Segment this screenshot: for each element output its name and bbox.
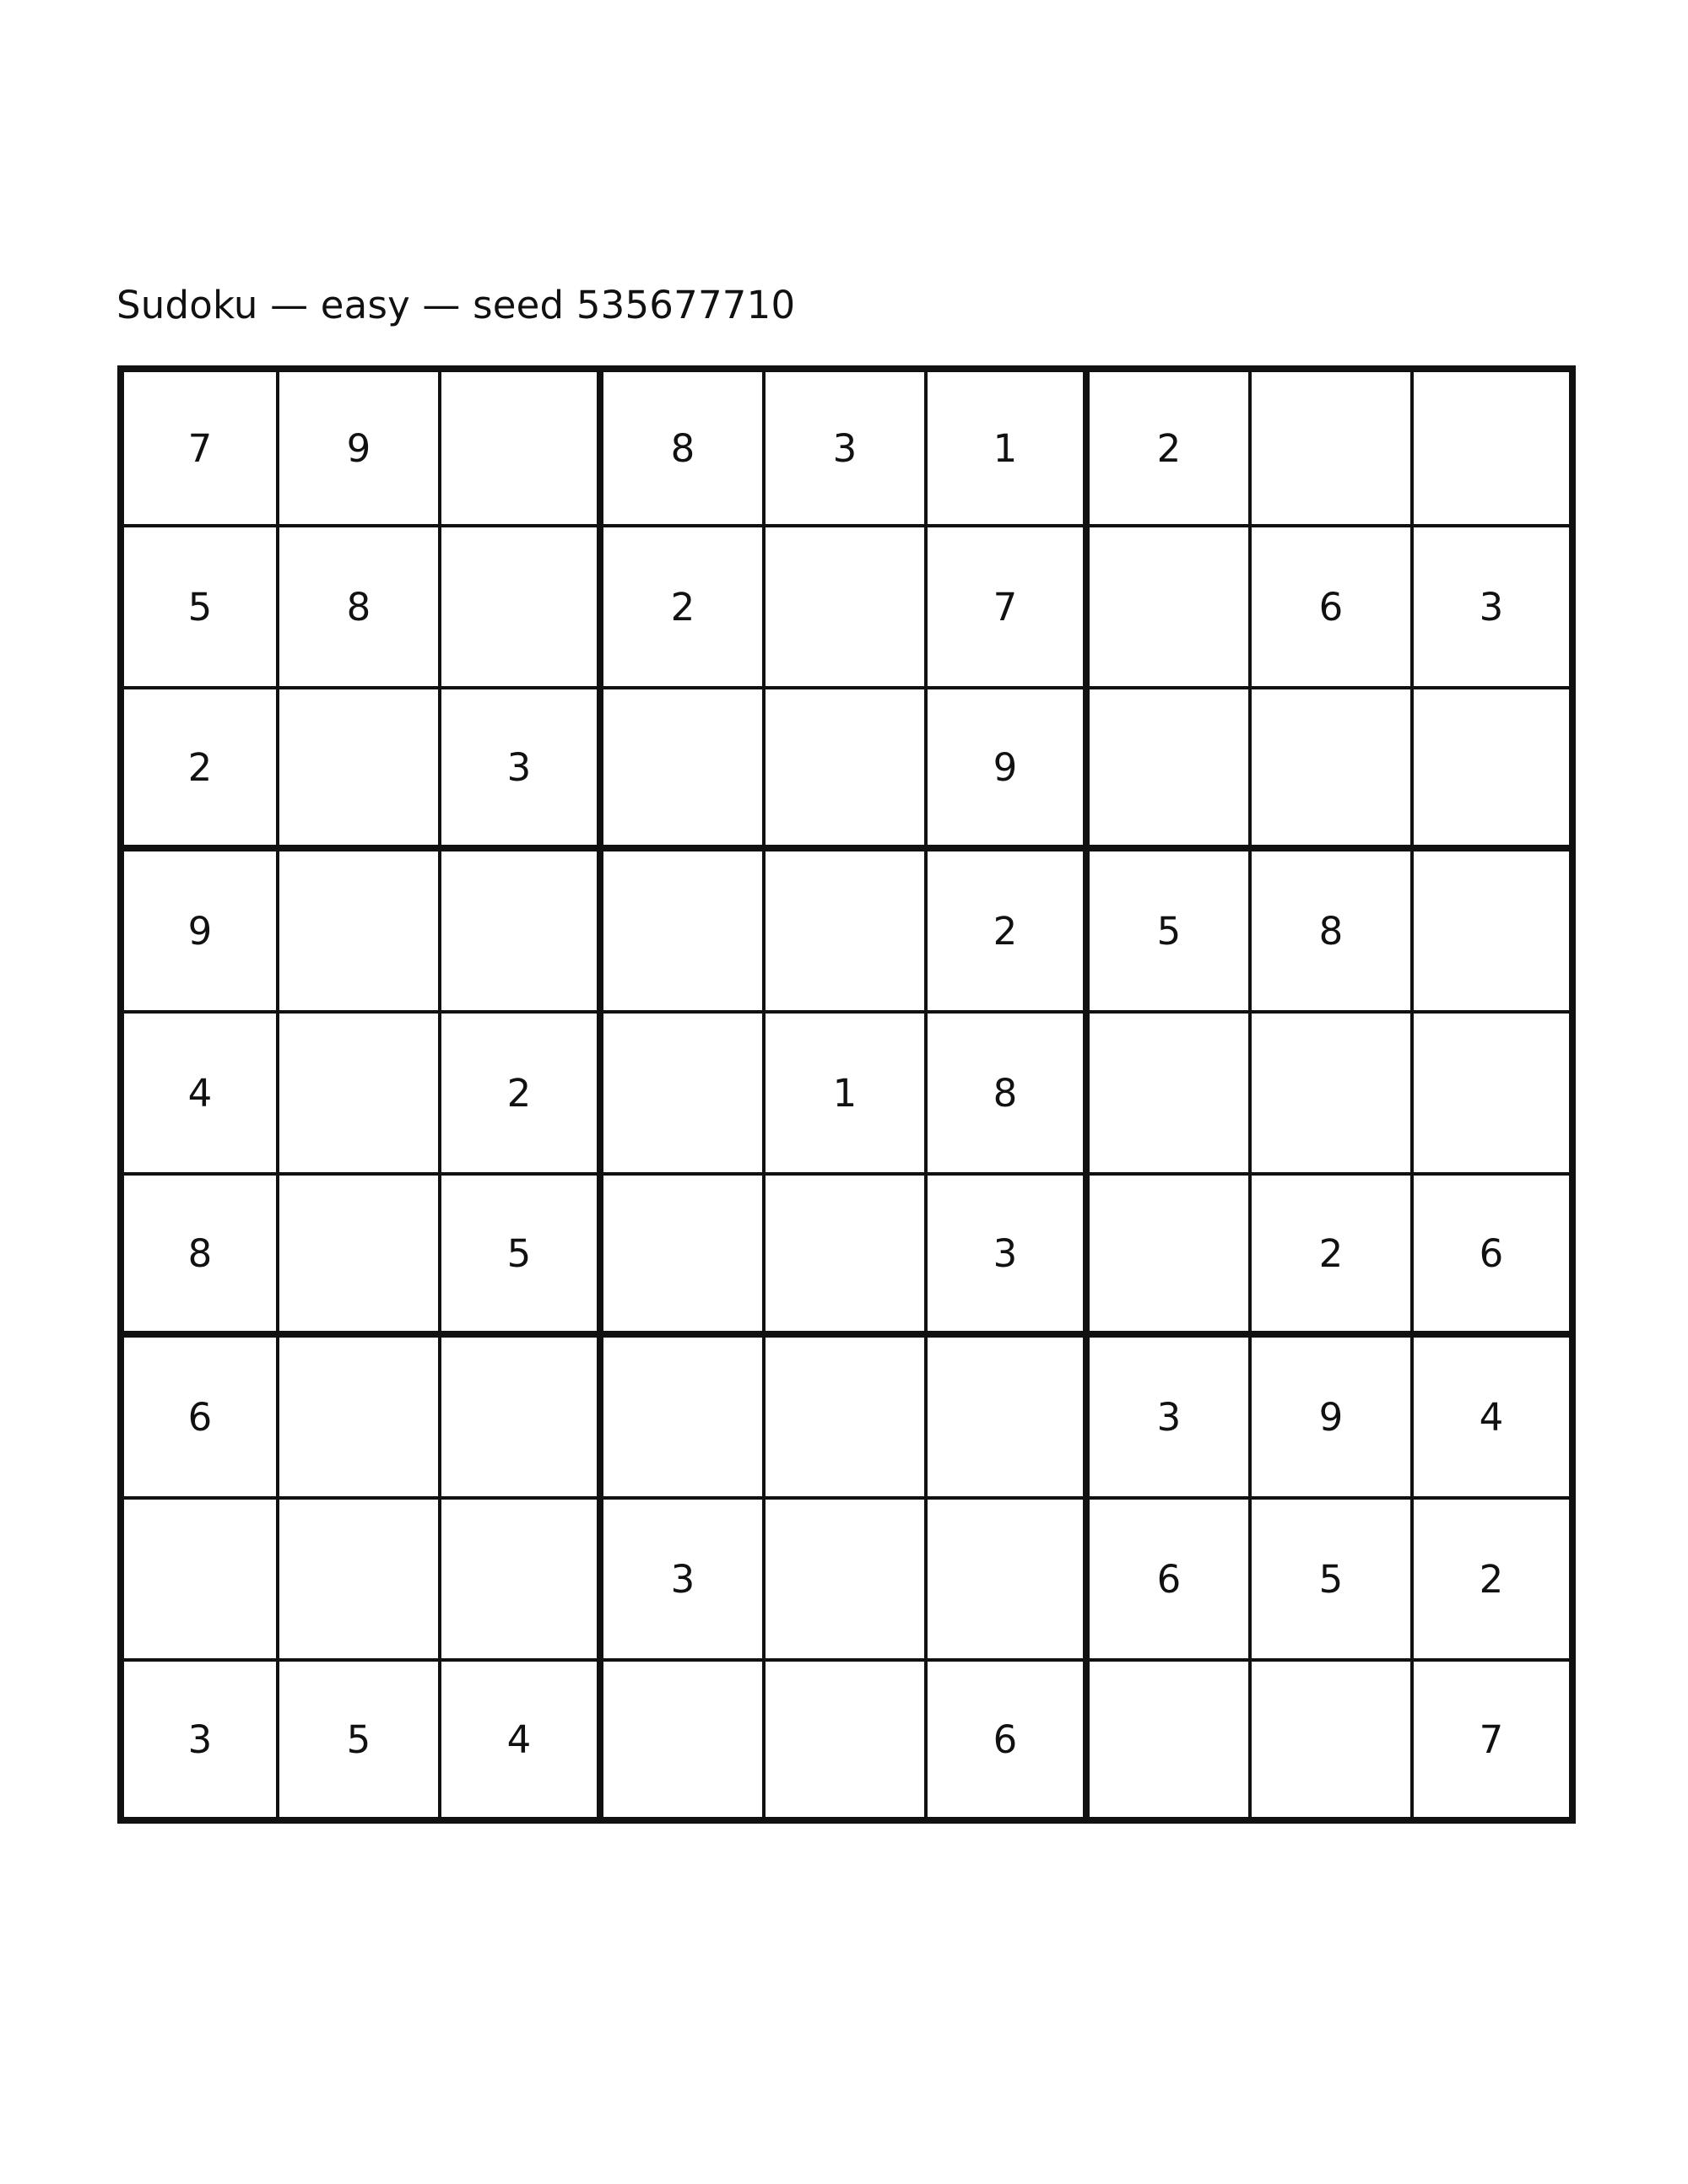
- sudoku-cell-empty[interactable]: [928, 1500, 1090, 1662]
- sudoku-cell-empty[interactable]: [441, 1338, 603, 1500]
- sudoku-cell-given: 1: [766, 1014, 928, 1176]
- sudoku-cell-empty[interactable]: [279, 1500, 441, 1662]
- sudoku-cell-empty[interactable]: [279, 851, 441, 1014]
- sudoku-cell-empty[interactable]: [1090, 1176, 1252, 1338]
- sudoku-cell-empty[interactable]: [766, 527, 928, 689]
- sudoku-cell-empty[interactable]: [1090, 689, 1252, 851]
- sudoku-cell-empty[interactable]: [279, 689, 441, 851]
- sudoku-cell-empty[interactable]: [766, 1176, 928, 1338]
- page-title: Sudoku — easy — seed 535677710: [116, 283, 796, 327]
- sudoku-cell-empty[interactable]: [1252, 1662, 1414, 1824]
- sudoku-cell-given: 7: [1414, 1662, 1576, 1824]
- sudoku-cell-given: 5: [1252, 1500, 1414, 1662]
- sudoku-cell-given: 4: [441, 1662, 603, 1824]
- sudoku-cell-given: 9: [1252, 1338, 1414, 1500]
- sudoku-cell-given: 2: [603, 527, 766, 689]
- sudoku-cell-empty[interactable]: [1414, 689, 1576, 851]
- sudoku-cell-empty[interactable]: [766, 1662, 928, 1824]
- sudoku-cell-empty[interactable]: [1090, 1014, 1252, 1176]
- sudoku-cell-given: 2: [441, 1014, 603, 1176]
- sudoku-cell-given: 3: [117, 1662, 279, 1824]
- sudoku-cell-empty[interactable]: [766, 1500, 928, 1662]
- sudoku-cell-given: 5: [117, 527, 279, 689]
- sudoku-cell-given: 8: [117, 1176, 279, 1338]
- sudoku-cell-empty[interactable]: [1414, 1014, 1576, 1176]
- sudoku-cell-given: 2: [1090, 365, 1252, 527]
- sudoku-cell-empty[interactable]: [279, 1014, 441, 1176]
- sudoku-cell-given: 6: [1414, 1176, 1576, 1338]
- sudoku-cell-given: 8: [928, 1014, 1090, 1176]
- sudoku-cell-empty[interactable]: [766, 689, 928, 851]
- sudoku-cell-given: 9: [928, 689, 1090, 851]
- sudoku-cell-given: 2: [928, 851, 1090, 1014]
- sudoku-cell-given: 6: [117, 1338, 279, 1500]
- sudoku-cell-empty[interactable]: [441, 851, 603, 1014]
- sudoku-cell-empty[interactable]: [603, 851, 766, 1014]
- sudoku-board: [117, 365, 1576, 1824]
- sudoku-cell-empty[interactable]: [1252, 689, 1414, 851]
- sudoku-cell-given: 9: [279, 365, 441, 527]
- sudoku-cell-empty[interactable]: [441, 365, 603, 527]
- sudoku-cell-given: 6: [1252, 527, 1414, 689]
- sudoku-cell-empty[interactable]: [603, 1662, 766, 1824]
- sudoku-cell-given: 2: [1414, 1500, 1576, 1662]
- sudoku-cell-given: 2: [117, 689, 279, 851]
- sudoku-cell-empty[interactable]: [441, 527, 603, 689]
- sudoku-cell-given: 3: [441, 689, 603, 851]
- sudoku-cell-empty[interactable]: [1414, 365, 1576, 527]
- sudoku-cell-given: 5: [279, 1662, 441, 1824]
- sudoku-cell-given: 3: [1414, 527, 1576, 689]
- sudoku-cell-given: 9: [117, 851, 279, 1014]
- sudoku-cell-empty[interactable]: [1252, 1014, 1414, 1176]
- sudoku-cell-given: 6: [1090, 1500, 1252, 1662]
- sudoku-cell-given: 8: [279, 527, 441, 689]
- sudoku-cell-given: 7: [117, 365, 279, 527]
- sudoku-cell-given: 5: [441, 1176, 603, 1338]
- sudoku-cell-empty[interactable]: [766, 851, 928, 1014]
- sudoku-cell-given: 3: [1090, 1338, 1252, 1500]
- sudoku-cell-empty[interactable]: [603, 1176, 766, 1338]
- sudoku-cell-given: 3: [928, 1176, 1090, 1338]
- sudoku-cell-empty[interactable]: [603, 1338, 766, 1500]
- sudoku-cell-empty[interactable]: [117, 1500, 279, 1662]
- sudoku-cell-given: 1: [928, 365, 1090, 527]
- sudoku-cell-given: 4: [117, 1014, 279, 1176]
- sudoku-cell-empty[interactable]: [603, 1014, 766, 1176]
- sudoku-cell-given: 3: [766, 365, 928, 527]
- sudoku-cell-given: 8: [1252, 851, 1414, 1014]
- sudoku-cell-given: 4: [1414, 1338, 1576, 1500]
- sudoku-cell-empty[interactable]: [1090, 527, 1252, 689]
- sudoku-cell-given: 8: [603, 365, 766, 527]
- sudoku-cell-given: 7: [928, 527, 1090, 689]
- sudoku-cell-given: 3: [603, 1500, 766, 1662]
- sudoku-cell-empty[interactable]: [1414, 851, 1576, 1014]
- sudoku-cell-empty[interactable]: [441, 1500, 603, 1662]
- sudoku-cell-given: 5: [1090, 851, 1252, 1014]
- sudoku-cell-empty[interactable]: [1090, 1662, 1252, 1824]
- sudoku-cell-empty[interactable]: [603, 689, 766, 851]
- sudoku-cell-empty[interactable]: [279, 1176, 441, 1338]
- sudoku-cell-empty[interactable]: [928, 1338, 1090, 1500]
- sudoku-cell-given: 2: [1252, 1176, 1414, 1338]
- sudoku-cell-empty[interactable]: [279, 1338, 441, 1500]
- sudoku-cell-given: 6: [928, 1662, 1090, 1824]
- sudoku-cell-empty[interactable]: [766, 1338, 928, 1500]
- sudoku-cell-empty[interactable]: [1252, 365, 1414, 527]
